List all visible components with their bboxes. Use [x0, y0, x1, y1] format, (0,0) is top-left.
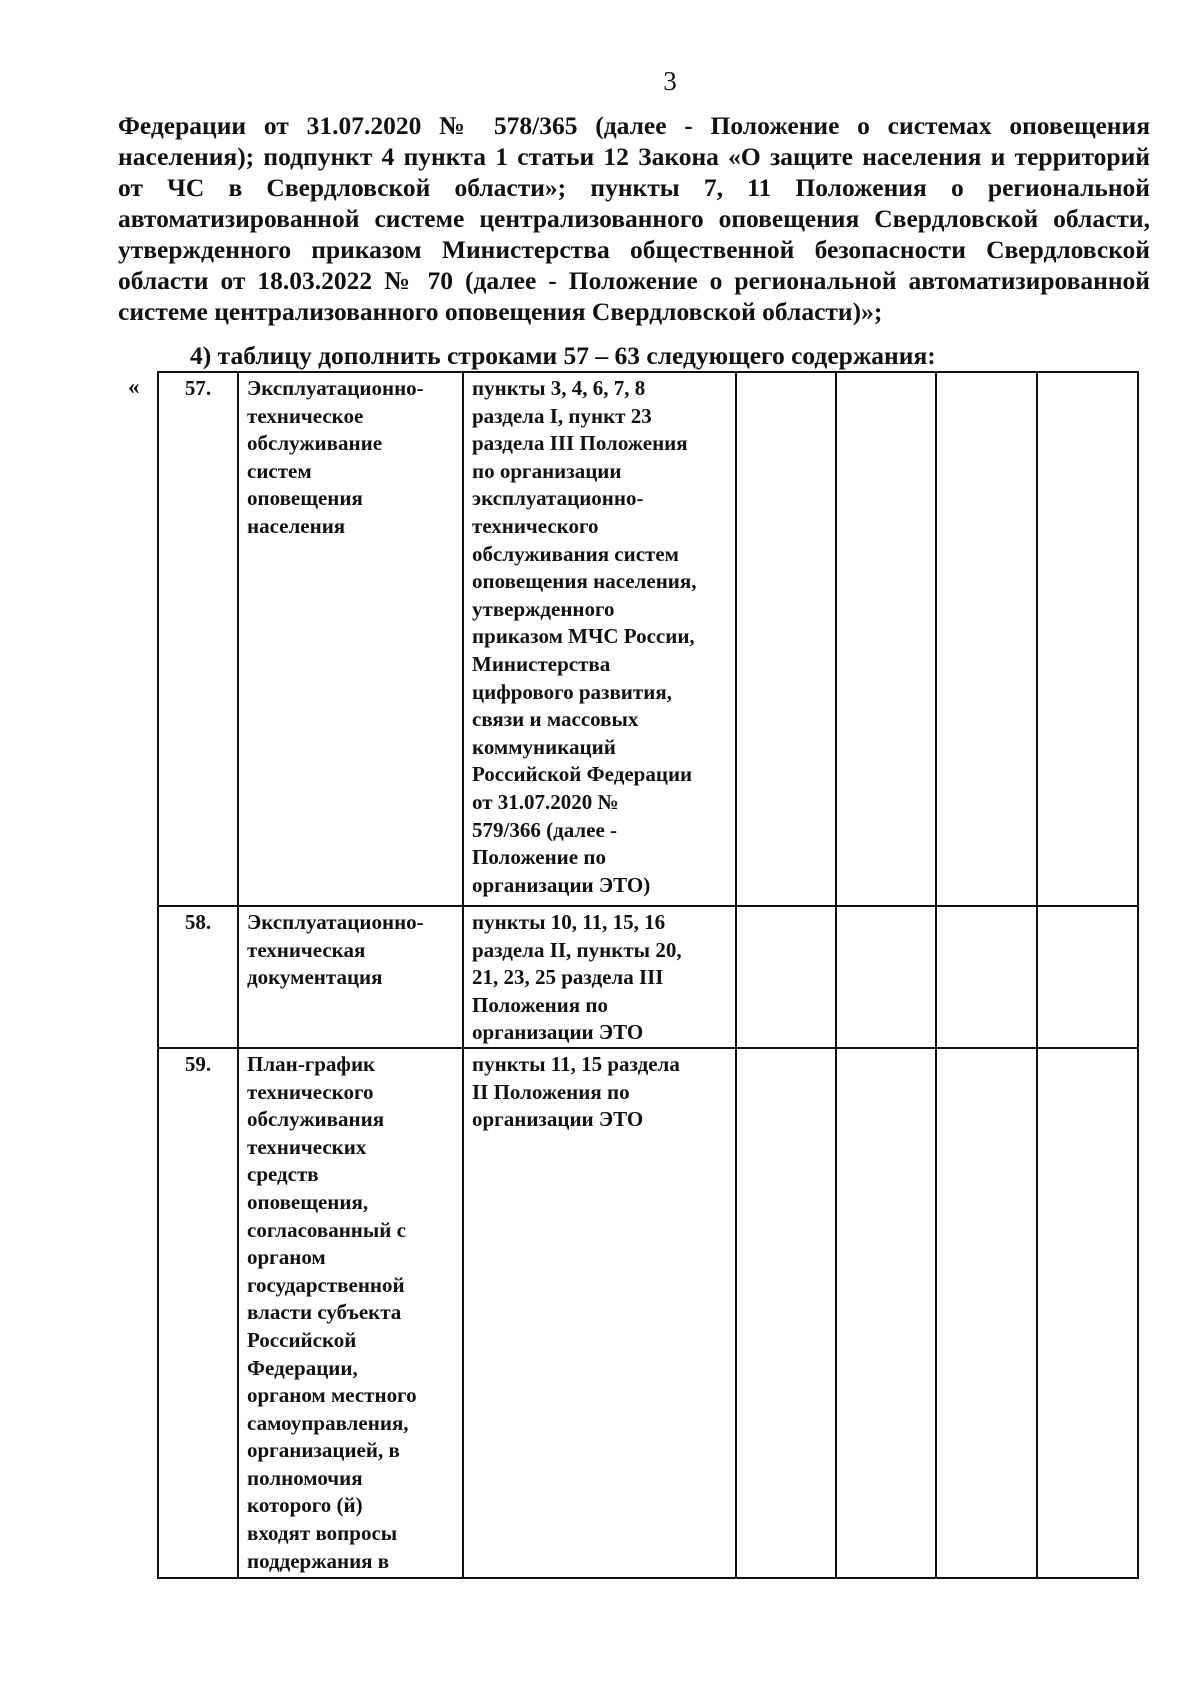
row-number: 58. [158, 906, 238, 1048]
intro-line: автоматизированной системе централизованного оповещения Свердловской области, [118, 204, 1150, 233]
empty-cell [936, 906, 1037, 1048]
empty-cell [736, 1048, 836, 1578]
empty-cell [1037, 1048, 1138, 1578]
empty-cell [836, 1048, 936, 1578]
requirements-table [157, 371, 1139, 1579]
row-reference: пункты 11, 15 раздела II Положения по организации ЭТО [463, 1048, 736, 1578]
empty-cell [936, 372, 1037, 906]
row-reference: пункты 10, 11, 15, 16 раздела II, пункты 20, 21, 23, 25 раздела III Положения по организации ЭТО [463, 906, 736, 1048]
intro-line: системе централизованного оповещения Свердловской области)»; [118, 297, 883, 326]
empty-cell [936, 1048, 1037, 1578]
table-row [158, 372, 1138, 906]
page-number: 3 [663, 66, 677, 96]
item-4-heading: 4) таблицу дополнить строками 57 – 63 следующего содержания: [190, 341, 936, 370]
empty-cell [836, 906, 936, 1048]
empty-cell [836, 372, 936, 906]
table-row [158, 1048, 1138, 1578]
empty-cell [736, 372, 836, 906]
opening-quote: « [128, 374, 140, 399]
row-subject: Эксплуатационно- техническая документация [238, 906, 463, 1048]
intro-line: населения); подпункт 4 пункта 1 статьи 12 Закона «О защите населения и территорий [118, 142, 1150, 171]
empty-cell [1037, 906, 1138, 1048]
row-subject: План-график технического обслуживания технических средств оповещения, согласованный с органом государственной власти субъекта Российской Федерации, органом местного самоуправления, организацией, в полномочия которого (й) входят вопросы поддержания в [238, 1048, 463, 1578]
row-number: 57. [158, 372, 238, 906]
row-reference: пункты 3, 4, 6, 7, 8 раздела I, пункт 23 раздела III Положения по организации эксплуатационно- технического обслуживания систем оповещения населения, утвержденного приказом МЧС России, Министерства цифрового развития, связи и массовых коммуникаций Российской Федерации от 31.07.2020 № 579/366 (далее - Положение по организации ЭТО) [463, 372, 736, 906]
intro-line: утвержденного приказом Министерства общественной безопасности Свердловской [118, 235, 1150, 264]
intro-line: Федерации от 31.07.2020 № 578/365 (далее - Положение о системах оповещения [118, 111, 1150, 140]
empty-cell [1037, 372, 1138, 906]
intro-line: от ЧС в Свердловской области»; пункты 7, 11 Положения о региональной [118, 173, 1150, 202]
intro-paragraph [118, 110, 1150, 327]
empty-cell [736, 906, 836, 1048]
table-row [158, 906, 1138, 1048]
row-number: 59. [158, 1048, 238, 1578]
intro-line: области от 18.03.2022 № 70 (далее - Положение о региональной автоматизированной [118, 266, 1150, 295]
row-subject: Эксплуатационно- техническое обслуживание систем оповещения населения [238, 372, 463, 906]
